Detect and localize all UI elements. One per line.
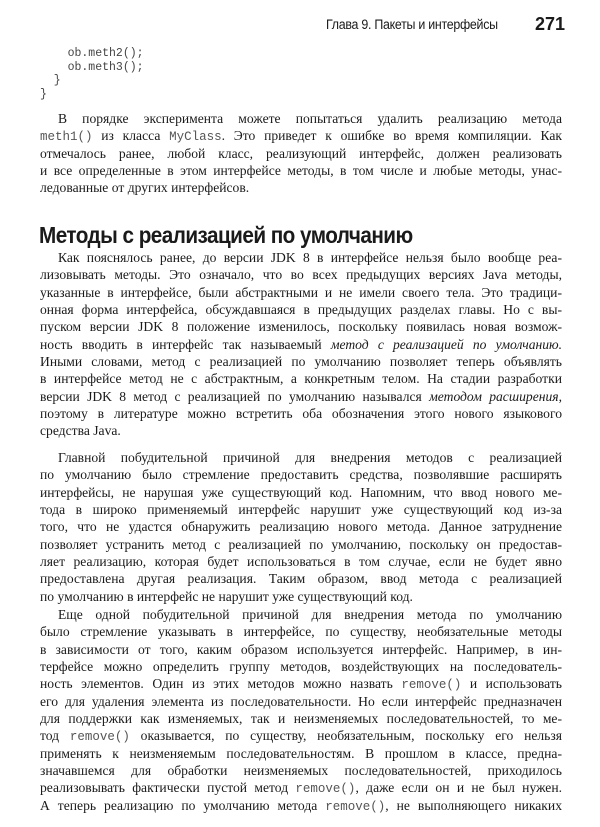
inline-code: MyClass [169,130,222,145]
text: ледованные от других интерфейсов. [40,180,250,196]
code-line: } [40,74,61,87]
text: оказывается, по существу, необязательным, поскольку его нельзя [129,728,563,744]
text-line [40,466,562,483]
paragraph [40,249,562,440]
text: пуском версии JDK 8 положение изменилось, поскольку появилась новая возмож- [40,319,562,335]
text-line [40,641,562,658]
text-line [40,370,562,387]
text: интерфейсы, не нарушая уже существующий код. Напомним, что ввод нового ме- [40,484,562,500]
text: лизовывать методы. Это означало, что во всех предыдущих версиях Java методы, [40,267,562,283]
text-line [40,501,562,518]
text-line [40,779,562,796]
text: тода в широко применяемый интерфейс нарушит уже существующий код из-за [40,502,562,518]
text: терфейсе можно определить группу методов, воздействующих на последователь- [40,659,562,675]
text-line [40,518,562,535]
text-line [40,710,562,727]
text-line [40,388,562,405]
text-line [40,405,562,422]
text-line [40,353,562,370]
text: было стремление указывать в интерфейсе, по существу, необязательные методы [40,624,562,640]
text: того, что не удастся обнаружить реализацию нового метода. Данное затруднение [40,519,562,535]
text: по умолчанию было стремление предоставить средства, позволявшие расширять [40,467,562,483]
text-line [40,693,562,710]
section-heading: Методы с реализацией по умолчанию [39,222,413,248]
text: , даже если он и не был нужен. [355,780,562,796]
text-line [40,484,562,501]
text-line [40,249,562,266]
text: версии JDK 8 метод с реализацией по умолчанию назывался [40,388,430,404]
text: А теперь реализацию по умолчанию метода [40,797,326,813]
text: для поддержки как изменяемых, так и неизменяемых последовательностей, то ме- [40,711,562,727]
text-line [40,675,562,692]
text: указанные в интерфейсе, были абстрактными и не имели своего тела. Это традици- [40,284,562,300]
text-line [40,318,562,335]
text: применять к неизменяемым последовательностям. В прошлом в классе, предна- [40,745,562,761]
inline-code: remove() [295,782,356,797]
text: ность вводить в интерфейс так называемый [40,336,331,352]
text-line [40,284,562,301]
text: значавшемся для обработки неизменяемых последовательностей, приходилось [40,763,562,779]
inline-code: meth1() [40,130,93,145]
text-line [40,336,562,353]
text: ность элементов. Один из этих методов можно назвать [40,676,402,692]
text-line [40,727,562,744]
text: и все определенные в этом интерфейсе методы, в том числе и любые методы, унас- [40,163,562,179]
code-line: ob.meth3(); [40,61,144,74]
text: поэтому в литературе можно встретить оба обозначения этого нового языкового [40,406,562,422]
text: из класса [92,128,170,144]
text: и использовать [461,676,562,692]
text: средства Java. [40,423,121,439]
text: Еще одной побудительной причиной для внедрения метода по умолчанию [58,607,562,622]
text-line [40,449,562,466]
code-line: } [40,88,47,101]
text-line [40,797,562,814]
inline-code: remove() [69,730,130,745]
text-line [40,179,562,196]
text-line [40,588,562,605]
text-line [40,658,562,675]
text-line [40,301,562,318]
text-line [40,162,562,179]
text-line [40,745,562,762]
text-line [40,145,562,162]
text-line [40,422,562,439]
emphasis: метод с реализацией по умолчанию. [330,336,563,352]
text-line [40,127,562,144]
text: В порядке эксперимента можете попытаться удалить реализацию метода [58,111,562,126]
text: отмечалось ранее, любой класс, реализующий интерфейс, должен реализовать [40,145,562,161]
emphasis: методом расширения [429,388,559,404]
inline-code: remove() [401,678,462,693]
text: предоставлена другая реализация. Таким образом, ввод метода с реализацией [40,571,562,587]
text-line [40,553,562,570]
text-line [40,606,562,623]
text: . Это приведет к ошибке во время компиляции. Как [221,128,562,144]
paragraph [40,606,562,814]
paragraph [40,449,562,605]
text: в интерфейсе метод не с абстрактным, а конкретным телом. На стадии разработки [40,371,562,387]
text-line [40,623,562,640]
text-line [40,266,562,283]
text: Главной побудительной причиной для внедрения методов с реализацией [58,450,562,465]
text: Как пояснялось ранее, до версии JDK 8 в интерфейсе нельзя было вообще реа- [58,250,562,265]
text-line [40,570,562,587]
text: , не выполняющего никаких [385,797,562,813]
page-number: 271 [535,14,566,34]
chapter-title: Глава 9. Пакеты и интерфейсы [326,17,498,32]
text: Иными словами, метод с реализацией по умолчанию позволяет теперь объявлять [40,354,562,370]
paragraph [40,110,562,197]
text: , [558,388,562,404]
text: реализовывать фактически пустой метод [40,780,296,796]
text: тод [40,728,70,744]
text-line [40,536,562,553]
text: ляет реализацию, которая будет использоваться в том случае, если не будет явно [40,554,562,570]
text-line [40,110,562,127]
text-line [40,762,562,779]
text: позволяет устранить метод с реализацией по умолчанию, поскольку он предостав- [40,536,562,552]
code-line: ob.meth2(); [40,47,144,60]
text: его для удаления элемента из последовательности. Но если интерфейс предназначен [40,693,562,709]
inline-code: remove() [325,799,386,814]
text: в зависимости от того, каким образом используется интерфейс. Например, в ин- [40,641,562,657]
text: онная форма интерфейса, обсуждавшаяся в предыдущих разделах главы. Но с вы- [40,302,562,318]
text: по умолчанию в интерфейс не нарушит уже существующий код. [40,588,413,604]
